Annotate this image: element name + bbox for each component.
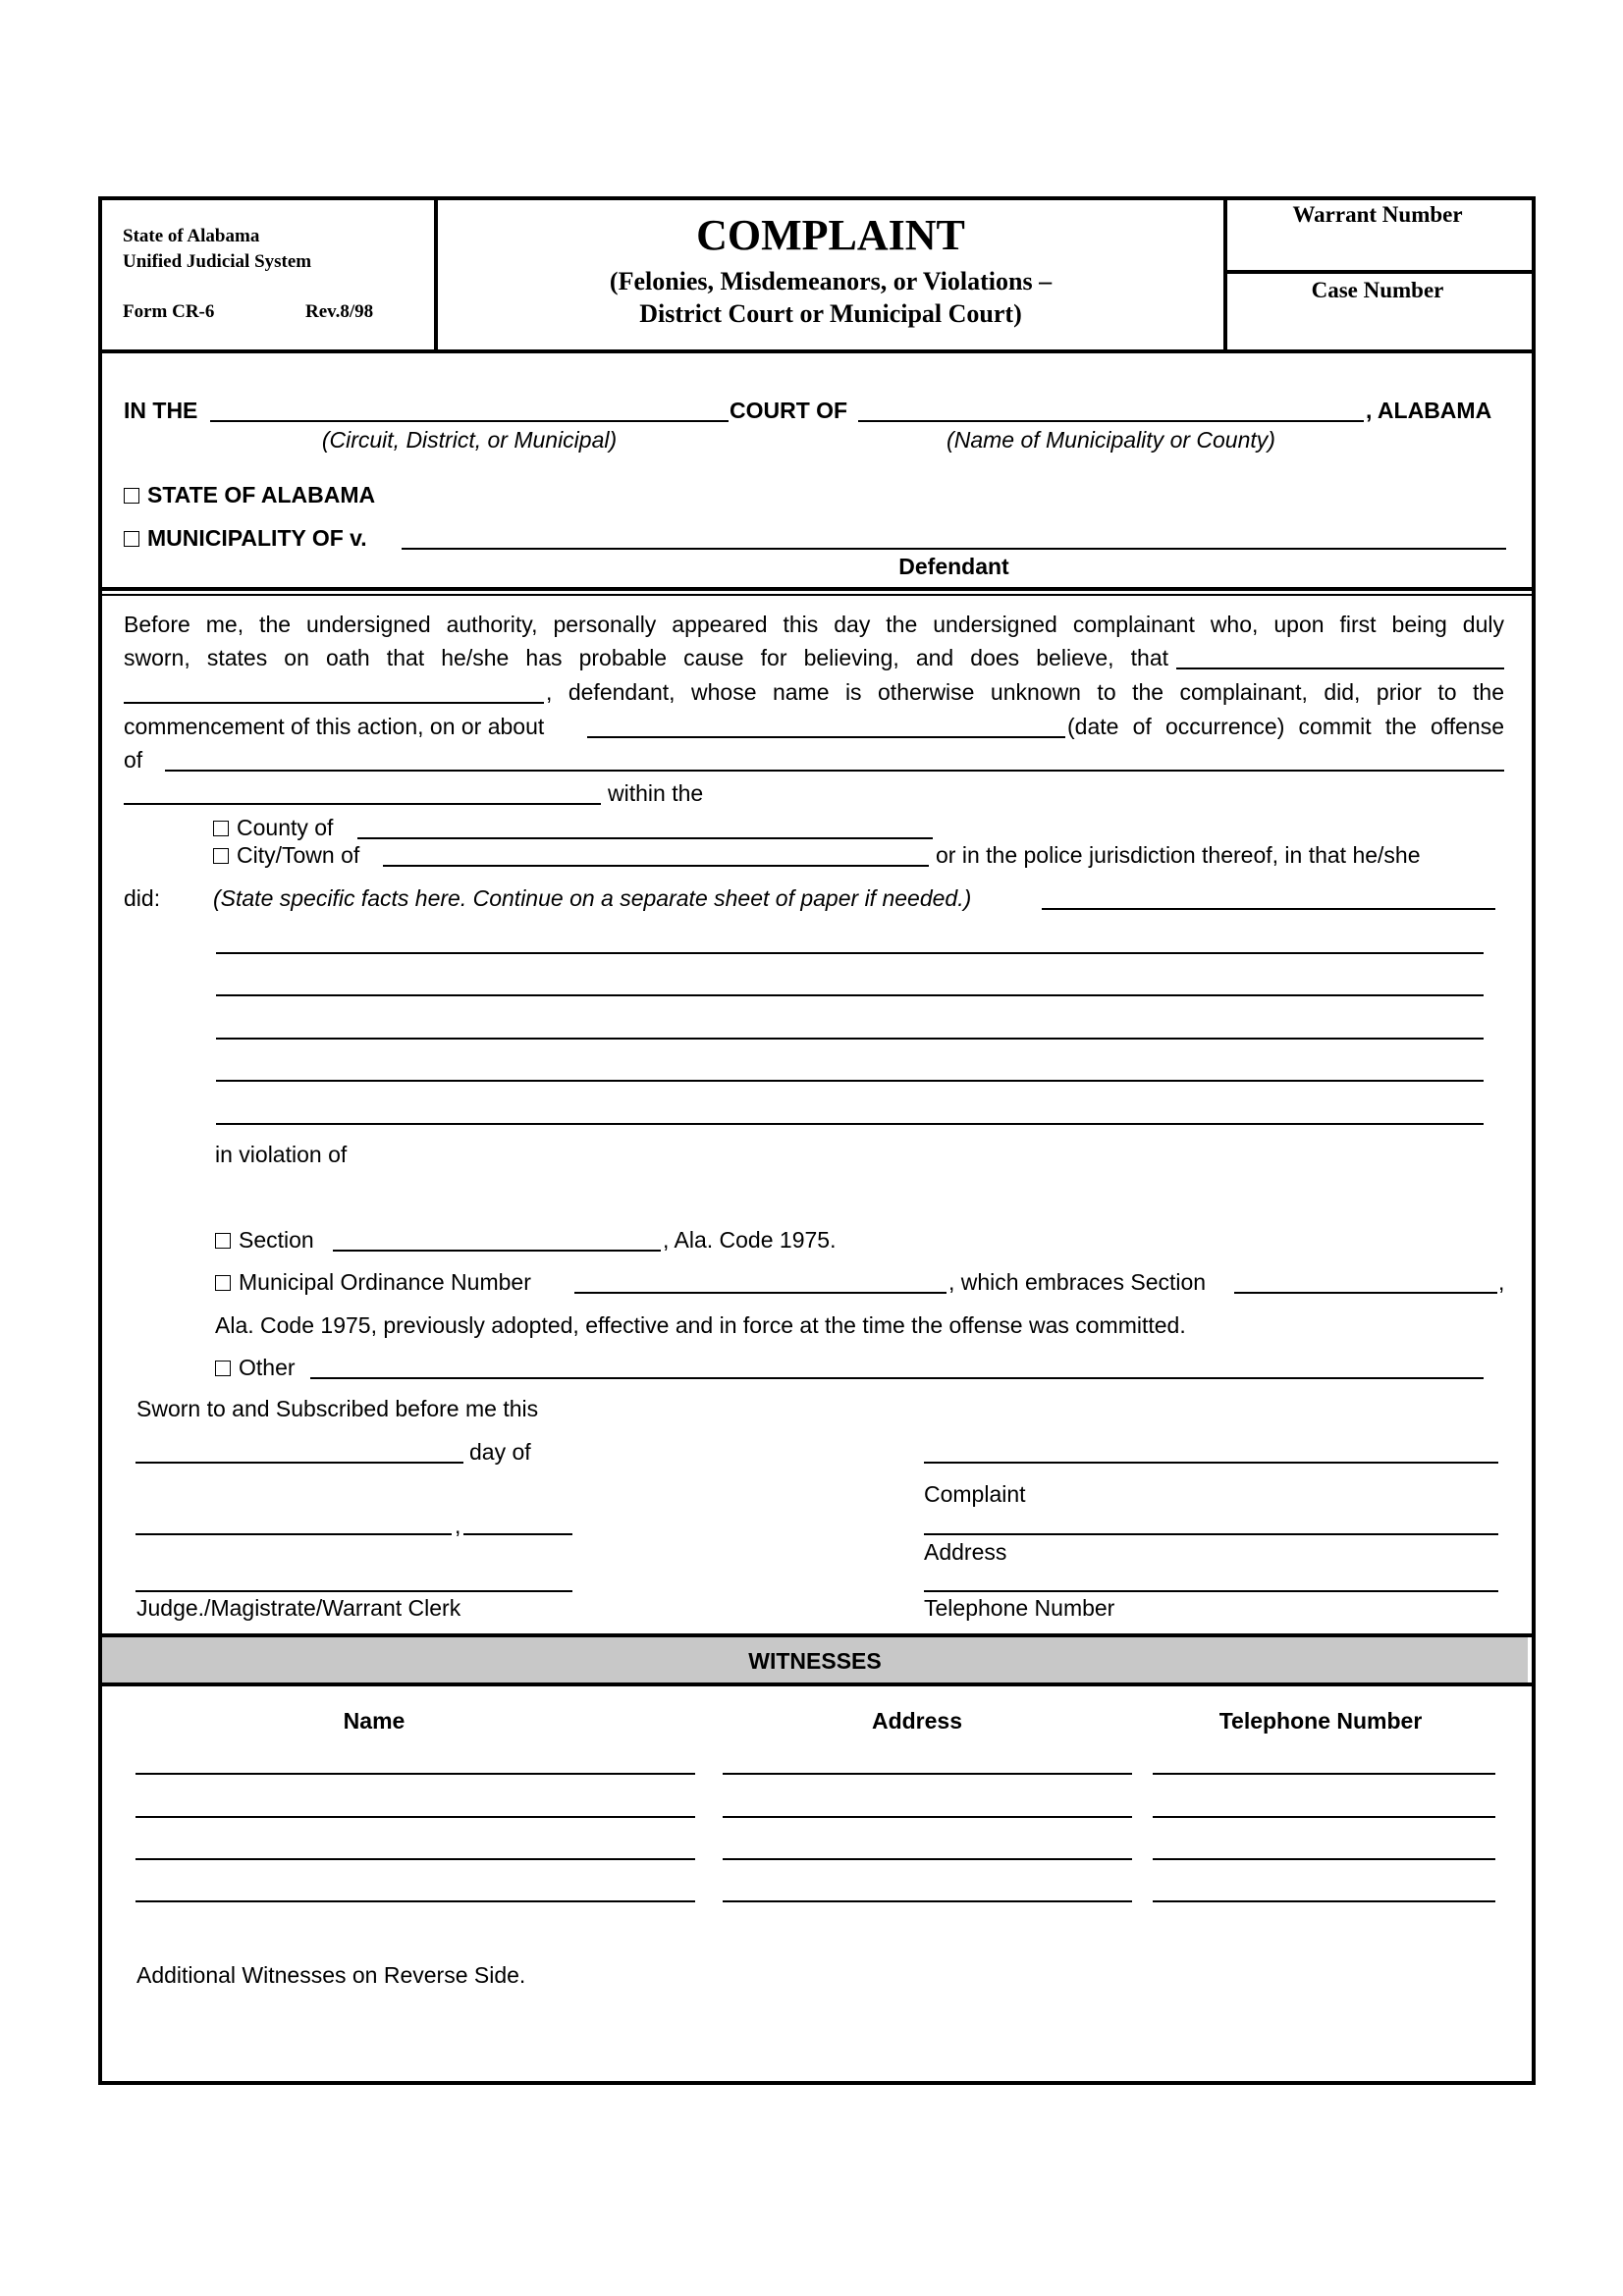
system-label: Unified Judicial System [123,251,312,272]
additional-witnesses-note: Additional Witnesses on Reverse Side. [136,1962,526,1988]
day-of-label: day of [469,1439,531,1465]
defendant-field[interactable] [402,548,1506,550]
column-header-telephone: Telephone Number [1218,1708,1423,1734]
case-number-field[interactable] [1229,312,1524,347]
court-type-field[interactable] [210,420,729,422]
witness-address-field[interactable] [723,1816,1132,1818]
section-checkbox[interactable] [215,1226,314,1254]
divider [98,594,1532,596]
divider [98,587,1532,591]
date-comma: , [455,1513,461,1538]
checkbox-icon [213,848,229,864]
revision: Rev.8/98 [305,301,374,322]
warrant-number-field[interactable] [1229,236,1524,267]
witnesses-title: WITNESSES [748,1648,882,1674]
ala-code-label: , Ala. Code 1975. [663,1227,837,1253]
county-field[interactable] [357,837,933,839]
complaint-signature-field[interactable] [924,1462,1498,1464]
within-label: within the [608,780,704,806]
previously-adopted-text: Ala. Code 1975, previously adopted, effective and in force at the time the offense was committed. [215,1312,1186,1338]
ordinance-label: Municipal Ordinance Number [239,1269,531,1295]
facts-field[interactable] [216,1038,1484,1040]
section-label: Section [239,1227,314,1253]
divider [98,1682,1532,1686]
checkbox-icon [215,1233,231,1249]
witness-name-field[interactable] [135,1816,695,1818]
checkbox-icon [124,531,139,547]
column-header-address: Address [871,1708,963,1734]
city-checkbox[interactable] [213,841,359,869]
month-field[interactable] [135,1533,452,1535]
witness-telephone-field[interactable] [1153,1816,1495,1818]
state-label: State of Alabama [123,226,260,246]
did-label: did: [124,885,161,911]
other-checkbox[interactable] [215,1354,296,1381]
divider [98,349,1532,353]
embraces-label: , which embraces Section [948,1269,1207,1295]
facts-field[interactable] [216,994,1484,996]
paragraph-line: sworn, states on oath that he/she has probable cause for believing, and does believe, that [124,645,1168,670]
facts-field[interactable] [1042,908,1495,910]
section-field[interactable] [333,1250,661,1252]
in-violation-label: in violation of [215,1142,348,1167]
facts-field[interactable] [216,952,1484,954]
judge-signature-field[interactable] [135,1590,572,1592]
date-of-occurrence-field[interactable] [587,736,1065,738]
witness-address-field[interactable] [723,1858,1132,1860]
comma: , [1498,1269,1505,1295]
witness-address-field[interactable] [723,1773,1132,1775]
municipality-option-label: MUNICIPALITY OF v. [147,525,367,551]
checkbox-icon [124,488,139,504]
offense-field[interactable] [165,770,1504,772]
paragraph-line: Before me, the undersigned authority, personally appeared this day the undersigned complainant who, upon first being duly [124,612,1504,637]
court-type-hint: (Circuit, District, or Municipal) [321,427,618,453]
defendant-name-field-cont[interactable] [124,702,544,704]
municipality-hint: (Name of Municipality or County) [947,427,1275,453]
page-title: COMPLAINT [696,211,965,259]
witness-telephone-field[interactable] [1153,1900,1495,1902]
municipality-field[interactable] [858,420,1364,422]
county-label: County of [237,815,334,840]
subtitle: District Court or Municipal Court) [639,299,1022,328]
witness-name-field[interactable] [135,1900,695,1902]
year-field[interactable] [463,1533,572,1535]
paragraph-line: (date of occurrence) commit the offense [1067,714,1504,739]
paragraph-line: , defendant, whose name is otherwise unknown to the complainant, did, prior to the [546,679,1504,705]
address-field[interactable] [924,1533,1498,1535]
subtitle: (Felonies, Misdemeanors, or Violations – [609,267,1053,295]
divider [1223,270,1532,274]
witness-address-field[interactable] [723,1900,1132,1902]
city-label: City/Town of [237,842,360,868]
facts-field[interactable] [216,1080,1484,1082]
did-hint: (State specific facts here. Continue on a separate sheet of paper if needed.) [213,885,972,911]
defendant-name-field[interactable] [1176,667,1504,669]
judge-label: Judge./Magistrate/Warrant Clerk [136,1595,461,1621]
ordinance-number-field[interactable] [574,1292,947,1294]
ordinance-checkbox[interactable] [215,1268,531,1296]
offense-field-cont[interactable] [124,803,601,805]
checkbox-icon [213,821,229,836]
checkbox-icon [215,1361,231,1376]
sworn-text: Sworn to and Subscribed before me this [136,1396,539,1421]
other-label: Other [239,1355,296,1380]
in-the-label: IN THE [124,398,198,423]
witness-name-field[interactable] [135,1773,695,1775]
witness-telephone-field[interactable] [1153,1858,1495,1860]
alabama-label: , ALABAMA [1366,398,1492,423]
defendant-label: Defendant [898,554,1009,579]
court-of-label: COURT OF [730,398,848,423]
city-field[interactable] [383,865,929,867]
warrant-number-label: Warrant Number [1292,202,1463,227]
checkbox-icon [215,1275,231,1291]
address-label: Address [924,1539,1007,1565]
complaint-label: Complaint [924,1481,1026,1507]
police-jurisdiction-text: or in the police jurisdiction thereof, in that he/she [936,842,1421,868]
witness-telephone-field[interactable] [1153,1773,1495,1775]
embraces-section-field[interactable] [1234,1292,1497,1294]
witness-name-field[interactable] [135,1858,695,1860]
county-checkbox[interactable] [213,814,333,841]
form-number: Form CR-6 [123,301,215,322]
telephone-label: Telephone Number [924,1595,1115,1621]
telephone-field[interactable] [924,1590,1498,1592]
state-option-label: STATE OF ALABAMA [147,482,376,507]
paragraph-line: of [124,747,143,773]
case-number-label: Case Number [1311,278,1444,302]
paragraph-line: commencement of this action, on or about [124,714,545,739]
state-of-alabama-checkbox[interactable] [124,481,375,508]
day-field[interactable] [135,1462,463,1464]
other-field[interactable] [310,1377,1484,1379]
municipality-checkbox[interactable] [124,524,367,552]
facts-field[interactable] [216,1123,1484,1125]
column-header-name: Name [343,1708,406,1734]
